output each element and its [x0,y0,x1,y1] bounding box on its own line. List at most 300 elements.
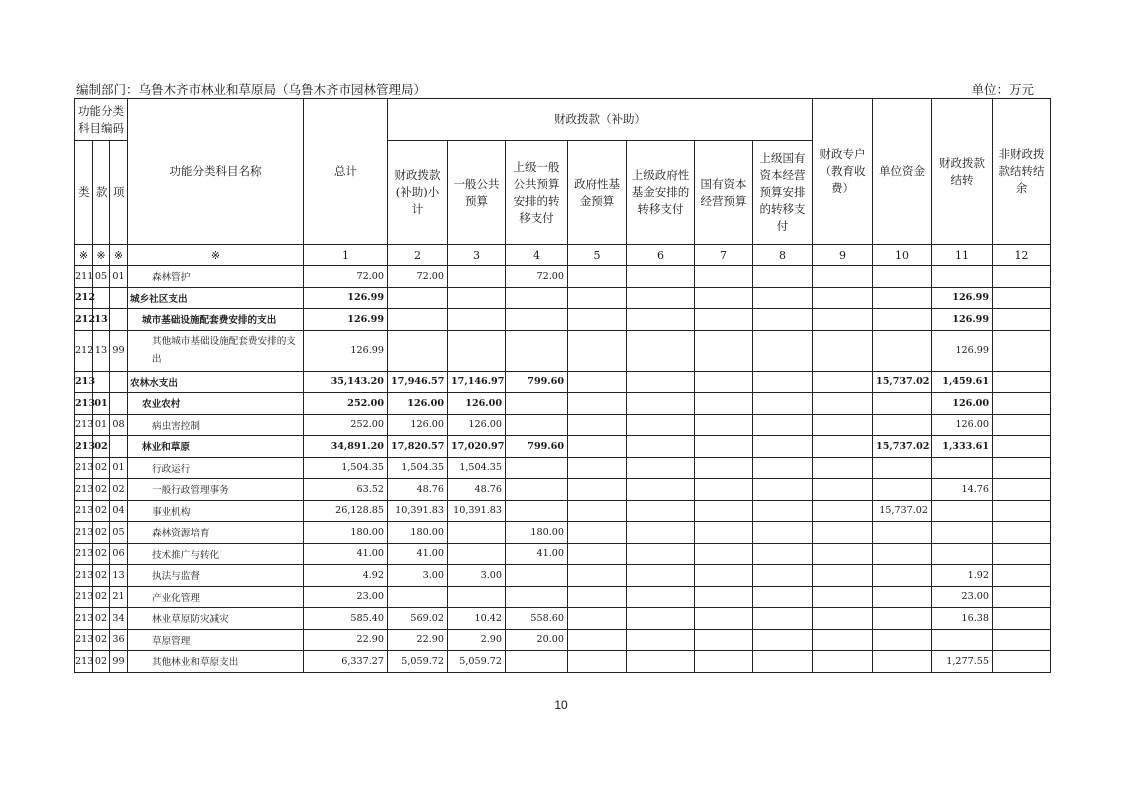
c11-cell: 126.00 [932,414,993,436]
total-cell: 252.00 [304,414,388,436]
c4-cell [506,651,568,673]
code-xiang-cell: 06 [110,543,128,565]
c4-cell [506,586,568,608]
table-row [75,457,1051,479]
index-cell: 12 [993,245,1051,266]
code-kuan-cell [93,371,110,393]
c8-cell [753,414,813,436]
c10-cell [873,479,932,501]
c7-cell [695,629,753,651]
budget-table [74,98,1051,673]
department-label: 编制部门：乌鲁木齐市林业和草原局（乌鲁木齐市园林管理局） [76,82,427,97]
c2-cell [388,309,448,331]
index-cell: 11 [932,245,993,266]
table-row [75,651,1051,673]
c12-cell [993,457,1051,479]
code-lei-cell: 212 [75,287,93,309]
c12-cell [993,436,1051,458]
c8-cell [753,522,813,544]
c8-cell [753,608,813,630]
c3-cell [448,330,506,371]
c3-cell: 2.90 [448,629,506,651]
total-cell: 126.99 [304,309,388,331]
c2-cell: 569.02 [388,608,448,630]
code-lei-cell: 213 [75,651,93,673]
item-name-cell: 技术推广与转化 [128,543,304,565]
code-kuan-cell: 01 [93,414,110,436]
total-cell: 252.00 [304,393,388,415]
code-lei-cell: 213 [75,479,93,501]
table-row [75,266,1051,288]
code-lei-cell: 213 [75,608,93,630]
code-xiang-cell: 21 [110,586,128,608]
total-cell: 26,128.85 [304,500,388,522]
c6-cell [627,565,695,587]
c2-cell: 126.00 [388,414,448,436]
c10-cell [873,565,932,587]
col8-header: 上级国有资本经营预算安排的转移支付 [753,141,813,245]
index-cell: 5 [568,245,627,266]
index-cell: 1 [304,245,388,266]
c10-cell [873,543,932,565]
total-header: 总计 [304,99,388,245]
code-xiang-cell: 13 [110,565,128,587]
c2-cell: 22.90 [388,629,448,651]
c6-cell [627,266,695,288]
table-row [75,543,1051,565]
code-kuan-cell: 02 [93,500,110,522]
total-cell: 1,504.35 [304,457,388,479]
total-cell: 72.00 [304,266,388,288]
table-row [75,608,1051,630]
c5-cell [568,565,627,587]
c10-cell [873,266,932,288]
c11-cell: 126.99 [932,309,993,331]
col2-header: 财政拨款(补助)小计 [388,141,448,245]
code-lei-cell: 212 [75,330,93,371]
table-row [75,629,1051,651]
c9-cell [813,436,873,458]
c12-cell [993,500,1051,522]
c4-cell [506,287,568,309]
c12-cell [993,371,1051,393]
table-row [75,586,1051,608]
c10-cell: 15,737.02 [873,436,932,458]
code-lei-cell: 213 [75,500,93,522]
col6-header: 上级政府性基金安排的转移支付 [627,141,695,245]
c7-cell [695,479,753,501]
c9-cell [813,266,873,288]
code-xiang-cell [110,287,128,309]
item-name-cell: 产业化管理 [128,586,304,608]
c11-cell [932,457,993,479]
c8-cell [753,479,813,501]
c5-cell [568,266,627,288]
c3-cell [448,586,506,608]
total-cell: 63.52 [304,479,388,501]
c7-cell [695,287,753,309]
c6-cell [627,479,695,501]
c6-cell [627,651,695,673]
code-kuan-cell: 02 [93,522,110,544]
c12-cell [993,543,1051,565]
total-cell: 34,891.20 [304,436,388,458]
c5-cell [568,309,627,331]
c5-cell [568,393,627,415]
c12-cell [993,651,1051,673]
c4-cell: 72.00 [506,266,568,288]
c5-cell [568,522,627,544]
c6-cell [627,309,695,331]
c3-cell [448,309,506,331]
page-number: 10 [554,698,568,712]
c10-cell [873,651,932,673]
total-cell: 4.92 [304,565,388,587]
c2-cell [388,586,448,608]
c8-cell [753,393,813,415]
c6-cell [627,500,695,522]
c2-cell: 17,946.57 [388,371,448,393]
total-cell: 41.00 [304,543,388,565]
index-cell: ※ [93,245,110,266]
c2-cell: 180.00 [388,522,448,544]
c4-cell [506,479,568,501]
c12-cell [993,586,1051,608]
total-cell: 585.40 [304,608,388,630]
c4-cell: 180.00 [506,522,568,544]
c9-cell [813,457,873,479]
c2-cell: 41.00 [388,543,448,565]
c4-cell [506,457,568,479]
c11-cell: 126.99 [932,287,993,309]
c4-cell: 799.60 [506,371,568,393]
c10-cell [873,393,932,415]
czbk-group-header: 财政拨款（补助） [388,99,813,141]
c3-cell: 17,146.97 [448,371,506,393]
c3-cell: 1,504.35 [448,457,506,479]
total-cell: 6,337.27 [304,651,388,673]
table-row [75,287,1051,309]
item-name-cell: 农林水支出 [128,371,304,393]
c5-cell [568,287,627,309]
c7-cell [695,414,753,436]
c4-cell [506,565,568,587]
c11-cell: 23.00 [932,586,993,608]
c8-cell [753,500,813,522]
code-lei-cell: 213 [75,629,93,651]
item-name-cell: 林业草原防灾减灾 [128,608,304,630]
c8-cell [753,586,813,608]
c3-cell [448,287,506,309]
c4-cell [506,500,568,522]
c5-cell [568,543,627,565]
code-kuan-cell: 02 [93,629,110,651]
c9-cell [813,586,873,608]
c7-cell [695,436,753,458]
c2-cell [388,330,448,371]
code-xiang-cell [110,436,128,458]
table-row [75,500,1051,522]
code-lei-cell: 213 [75,436,93,458]
c8-cell [753,287,813,309]
total-cell: 126.99 [304,330,388,371]
c6-cell [627,287,695,309]
code-kuan-cell: 02 [93,436,110,458]
xiang-header: 项 [110,141,128,245]
code-xiang-cell: 99 [110,651,128,673]
kuan-header: 款 [93,141,110,245]
item-name-cell: 草原管理 [128,629,304,651]
total-cell: 180.00 [304,522,388,544]
c10-cell [873,608,932,630]
c7-cell [695,586,753,608]
c6-cell [627,330,695,371]
item-name-cell: 农业农村 [128,393,304,415]
c6-cell [627,522,695,544]
code-xiang-cell: 02 [110,479,128,501]
c4-cell: 558.60 [506,608,568,630]
code-lei-cell: 213 [75,414,93,436]
c11-cell: 126.00 [932,393,993,415]
c12-cell [993,414,1051,436]
c12-cell [993,266,1051,288]
c12-cell [993,629,1051,651]
code-lei-cell: 211 [75,266,93,288]
c3-cell: 126.00 [448,414,506,436]
c5-cell [568,371,627,393]
index-cell: 4 [506,245,568,266]
c6-cell [627,371,695,393]
table-row [75,436,1051,458]
code-kuan-cell: 02 [93,608,110,630]
c2-cell: 48.76 [388,479,448,501]
code-lei-cell: 213 [75,565,93,587]
code-kuan-cell: 02 [93,586,110,608]
code-xiang-cell: 08 [110,414,128,436]
table-row [75,565,1051,587]
c11-cell [932,522,993,544]
code-lei-cell: 212 [75,309,93,331]
code-kuan-cell: 01 [93,393,110,415]
item-name-cell: 病虫害控制 [128,414,304,436]
total-cell: 23.00 [304,586,388,608]
c8-cell [753,330,813,371]
c2-cell: 17,820.57 [388,436,448,458]
table-row [75,309,1051,331]
code-xiang-cell [110,371,128,393]
c11-cell: 126.99 [932,330,993,371]
c7-cell [695,500,753,522]
c9-cell [813,309,873,331]
c2-cell: 72.00 [388,266,448,288]
index-cell: 6 [627,245,695,266]
c11-cell: 1,333.61 [932,436,993,458]
c11-cell: 1,459.61 [932,371,993,393]
c9-cell [813,479,873,501]
c7-cell [695,330,753,371]
c3-cell: 10,391.83 [448,500,506,522]
col10-header: 单位资金 [873,99,932,245]
c2-cell: 5,059.72 [388,651,448,673]
c12-cell [993,287,1051,309]
c4-cell: 41.00 [506,543,568,565]
c12-cell [993,522,1051,544]
code-xiang-cell [110,393,128,415]
c9-cell [813,414,873,436]
code-kuan-cell: 02 [93,479,110,501]
index-cell: 3 [448,245,506,266]
c6-cell [627,393,695,415]
c9-cell [813,371,873,393]
c10-cell [873,586,932,608]
func-code-header: 功能分类科目编码 [75,99,128,141]
code-lei-cell: 213 [75,393,93,415]
col7-header: 国有资本经营预算 [695,141,753,245]
item-name-cell: 一般行政管理事务 [128,479,304,501]
c8-cell [753,309,813,331]
c12-cell [993,393,1051,415]
c6-cell [627,414,695,436]
c3-cell [448,522,506,544]
item-name-cell: 森林资源培育 [128,522,304,544]
c9-cell [813,330,873,371]
c8-cell [753,629,813,651]
item-name-cell: 林业和草原 [128,436,304,458]
c9-cell [813,565,873,587]
table-row [75,371,1051,393]
c9-cell [813,608,873,630]
c11-cell: 1.92 [932,565,993,587]
c11-cell: 1,277.55 [932,651,993,673]
c10-cell [873,457,932,479]
c5-cell [568,586,627,608]
c9-cell [813,500,873,522]
c8-cell [753,436,813,458]
c7-cell [695,309,753,331]
c10-cell: 15,737.02 [873,371,932,393]
c3-cell: 126.00 [448,393,506,415]
c10-cell [873,414,932,436]
c6-cell [627,629,695,651]
c5-cell [568,479,627,501]
c9-cell [813,629,873,651]
c5-cell [568,629,627,651]
c9-cell [813,543,873,565]
code-kuan-cell: 02 [93,543,110,565]
item-name-cell: 森林管护 [128,266,304,288]
c2-cell: 126.00 [388,393,448,415]
c2-cell: 3.00 [388,565,448,587]
c7-cell [695,565,753,587]
code-xiang-cell: 01 [110,457,128,479]
item-name-cell: 执法与监督 [128,565,304,587]
item-name-cell: 其他城市基础设施配套费安排的支出 [128,330,304,371]
index-cell: 2 [388,245,448,266]
c6-cell [627,586,695,608]
name-header: 功能分类科目名称 [128,99,304,245]
c12-cell [993,565,1051,587]
table-row [75,522,1051,544]
index-cell: 7 [695,245,753,266]
c12-cell [993,608,1051,630]
total-cell: 35,143.20 [304,371,388,393]
c3-cell: 48.76 [448,479,506,501]
c11-cell [932,266,993,288]
c5-cell [568,414,627,436]
index-cell: 8 [753,245,813,266]
code-kuan-cell: 13 [93,330,110,371]
c7-cell [695,393,753,415]
c5-cell [568,330,627,371]
col4-header: 上级一般公共预算安排的转移支付 [506,141,568,245]
c8-cell [753,651,813,673]
code-kuan-cell: 02 [93,651,110,673]
code-xiang-cell: 99 [110,330,128,371]
c9-cell [813,287,873,309]
c12-cell [993,330,1051,371]
c6-cell [627,436,695,458]
table-row [75,330,1051,371]
c7-cell [695,266,753,288]
c11-cell: 16.38 [932,608,993,630]
c11-cell: 14.76 [932,479,993,501]
total-cell: 22.90 [304,629,388,651]
c10-cell [873,330,932,371]
code-kuan-cell: 05 [93,266,110,288]
c2-cell [388,287,448,309]
c6-cell [627,543,695,565]
c3-cell: 3.00 [448,565,506,587]
col12-header: 非财政拨款结转结余 [993,99,1051,245]
c5-cell [568,608,627,630]
c12-cell [993,479,1051,501]
unit-label: 单位：万元 [971,82,1034,97]
c10-cell [873,287,932,309]
code-xiang-cell: 01 [110,266,128,288]
item-name-cell: 城市基础设施配套费安排的支出 [128,309,304,331]
col3-header: 一般公共预算 [448,141,506,245]
c9-cell [813,522,873,544]
c2-cell: 1,504.35 [388,457,448,479]
c10-cell [873,522,932,544]
c7-cell [695,608,753,630]
code-kuan-cell: 02 [93,565,110,587]
c9-cell [813,393,873,415]
code-xiang-cell: 05 [110,522,128,544]
c7-cell [695,543,753,565]
index-cell: ※ [128,245,304,266]
table-row [75,479,1051,501]
c8-cell [753,565,813,587]
c2-cell: 10,391.83 [388,500,448,522]
c4-cell: 799.60 [506,436,568,458]
column-index-row [75,245,1051,266]
c4-cell [506,393,568,415]
c8-cell [753,543,813,565]
code-lei-cell: 213 [75,522,93,544]
c6-cell [627,608,695,630]
index-cell: 9 [813,245,873,266]
c5-cell [568,436,627,458]
c3-cell [448,266,506,288]
c8-cell [753,266,813,288]
c8-cell [753,457,813,479]
code-lei-cell: 213 [75,543,93,565]
item-name-cell: 事业机构 [128,500,304,522]
col11-header: 财政拨款结转 [932,99,993,245]
c12-cell [993,309,1051,331]
c6-cell [627,457,695,479]
